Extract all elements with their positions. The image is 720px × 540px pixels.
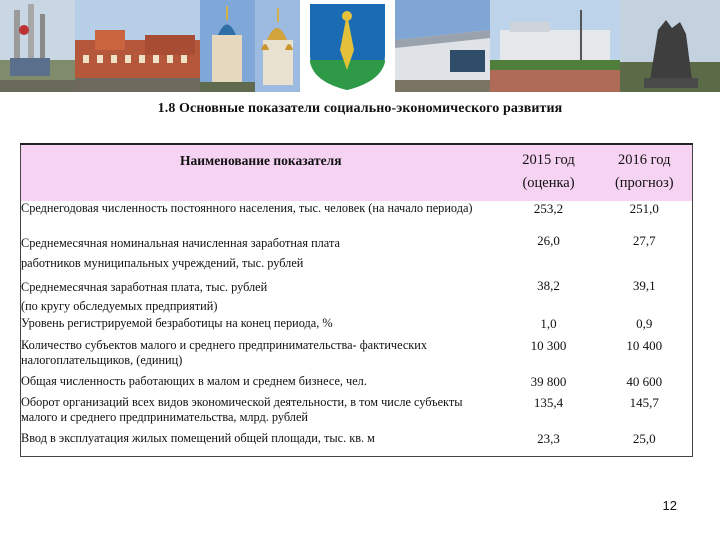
row-name: Количество субъектов малого и среднего предпринимательства- фактических налогоплательщиков, (единиц) (21, 338, 501, 374)
coat-of-arms (300, 0, 395, 92)
row-value-2016: 40 600 (597, 374, 693, 395)
square-photo (490, 0, 620, 92)
row-value-2016: 145,7 (597, 395, 693, 431)
row-value-2015: 39 800 (530, 374, 567, 389)
row-value-2015: 10 300 (530, 338, 567, 353)
arena-photo (395, 0, 490, 92)
header-2016-year: 2016 год (618, 152, 671, 168)
row-name: Среднемесячная номинальная начисленная заработная плата работников муниципальных учреждений, тыс. рублей (21, 233, 501, 278)
row-value-2016: 10 400 (597, 338, 693, 374)
row-name: Общая численность работающих в малом и среднем бизнесе, чел. (21, 374, 501, 395)
row-value-2016: 25,0 (597, 431, 693, 457)
row-name: Уровень регистрируемой безработицы на конец периода, % (21, 316, 501, 338)
header-2015-year: 2015 год (522, 152, 575, 168)
table-row (21, 338, 693, 374)
row-value-2016: 251,0 (597, 201, 693, 233)
table-row (21, 201, 693, 233)
header-2016 (597, 144, 693, 201)
photo-banner (0, 0, 720, 92)
table-row (21, 233, 693, 278)
stele-photo (0, 0, 75, 92)
cathedral-photo (255, 0, 300, 92)
table-row (21, 395, 693, 431)
row-value-2015: 26,0 (537, 233, 560, 248)
page-number: 12 (662, 498, 677, 513)
row-name: Среднегодовая численность постоянного населения, тыс. человек (на начало периода) (21, 201, 501, 233)
table-row (21, 316, 693, 338)
row-value-2015: 135,4 (533, 395, 564, 410)
header-indicator-name: Наименование показателя (21, 144, 501, 201)
page-title: 1.8 Основные показатели социально-экономического развития (157, 101, 563, 116)
header-2015-note: (оценка) (522, 175, 575, 191)
row-name: Оборот организаций всех видов экономической деятельности, в том числе субъекты малого и среднего предпринимательства, млрд. рублей (21, 395, 501, 431)
row-value-2015: 1,0 (540, 316, 557, 331)
church-photo (200, 0, 255, 92)
header-2015 (501, 144, 597, 201)
row-value-2015: 38,2 (537, 278, 560, 293)
table-row (21, 374, 693, 395)
row-value-2016: 27,7 (597, 233, 693, 278)
table-row (21, 431, 693, 457)
indicators-table (20, 143, 693, 457)
row-name: Ввод в эксплуатация жилых помещений общей площади, тыс. кв. м (21, 431, 501, 457)
row-value-2015: 253,2 (533, 201, 564, 216)
row-value-2015: 23,3 (501, 431, 597, 457)
monument-photo (620, 0, 720, 92)
row-value-2016: 0,9 (597, 316, 693, 338)
table-header-row (21, 144, 693, 201)
city-photo (75, 0, 200, 92)
row-name: Среднемесячная заработная плата, тыс. рублей (по кругу обследуемых предприятий) (21, 278, 501, 316)
row-value-2016: 39,1 (597, 278, 693, 316)
table-row (21, 278, 693, 316)
header-2016-note: (прогноз) (614, 175, 674, 191)
